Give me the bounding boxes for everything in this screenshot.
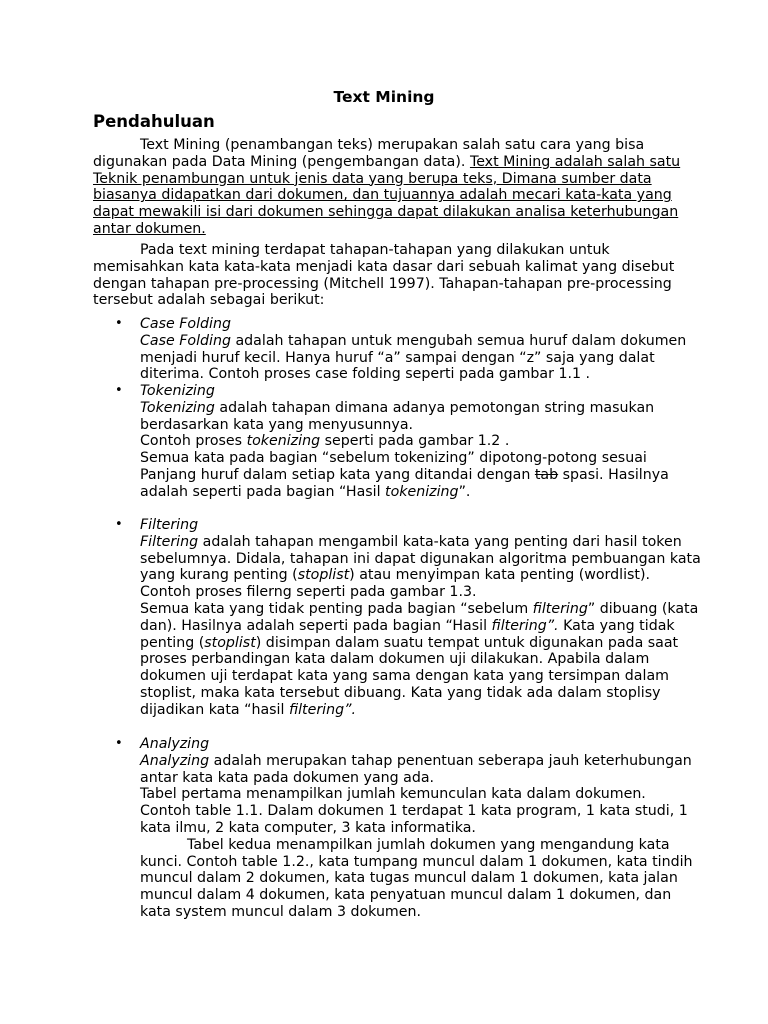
bullet-icon: • <box>115 517 123 532</box>
underlined-text-line: Teknik penambungan untuk jenis data yang berupa teks, Dimana sumber data <box>93 170 652 187</box>
text-line: Contoh table 1.1. Dalam dokumen 1 terdapat 1 kata program, 1 kata studi, 1 <box>140 803 688 820</box>
underlined-text-line: dapat mewakili isi dari dokumen sehingga dapat dilakukan analisa keterhubungan <box>93 204 679 221</box>
bullet-body <box>140 316 700 383</box>
text-span: ) disimpan dalam suatu tempat untuk digunakan pada saat <box>255 634 679 651</box>
text-span: adalah seperti pada bagian “Hasil <box>140 483 386 500</box>
text-line: kunci. Contoh table 1.2., kata tumpang muncul dalam 1 dokumen, kata tindih <box>140 853 693 870</box>
text-line: tersebut adalah sebagai berikut: <box>93 292 325 309</box>
text-line <box>140 400 700 417</box>
text-line <box>140 702 700 719</box>
text-line <box>140 467 700 484</box>
text-span: Contoh proses <box>140 433 247 450</box>
italic-term: tokenizing <box>385 483 459 500</box>
text-span: seperti pada gambar 1.2 . <box>320 433 510 450</box>
text-line <box>140 753 700 770</box>
italic-term: stoplist <box>204 634 256 651</box>
text-line: Semua kata pada bagian “sebelum tokenizing” dipotong-potong sesuai <box>140 450 647 467</box>
text-line: stoplist, maka kata tersebut dibuang. Kata yang tidak ada dalam stoplisy <box>140 684 661 701</box>
italic-term: Case Folding <box>140 332 231 349</box>
bullet-title: Case Folding <box>140 316 231 332</box>
strikethrough-text: tab <box>534 466 559 483</box>
text-line: proses perbandingan kata dalam dokumen uji dilakukan. Apabila dalam <box>140 651 650 668</box>
italic-term: Analyzing <box>140 752 210 769</box>
text-span: dijadikan kata “hasil <box>140 701 289 718</box>
text-span: Semua kata yang tidak penting pada bagian “sebelum <box>140 600 533 617</box>
text-line <box>140 534 700 551</box>
text-line <box>140 635 700 652</box>
bullet-body <box>140 517 700 719</box>
text-span: adalah tahapan untuk mengubah semua huruf dalam dokumen <box>230 332 687 349</box>
text-span: ”. <box>458 483 471 500</box>
italic-term: tokenizing <box>246 433 321 450</box>
text-line: muncul dalam 4 dokumen, kata penyatuan muncul dalam 1 dokumen, dan <box>140 887 672 904</box>
underlined-text-line: antar dokumen. <box>93 220 206 237</box>
text-line <box>140 333 700 350</box>
text-span: Kata yang tidak <box>558 617 675 634</box>
text-span: yang kurang penting ( <box>140 567 298 584</box>
text-span: dan). Hasilnya adalah seperti pada bagian “Hasil <box>140 617 492 634</box>
bullet-icon: • <box>115 736 123 751</box>
text-line: Pada text mining terdapat tahapan-tahapan yang dilakukan untuk <box>140 242 610 258</box>
bullet-title: Analyzing <box>140 736 210 752</box>
text-line: kata ilmu, 2 kata computer, 3 kata informatika. <box>140 819 476 836</box>
text-line: diterima. Contoh proses case folding seperti pada gambar 1.1 . <box>140 366 591 383</box>
intro-paragraph <box>93 137 683 238</box>
italic-term: Filtering <box>140 533 199 550</box>
text-line: berdasarkan kata yang menyusunnya. <box>140 416 414 433</box>
text-span: adalah merupakan tahap penentuan seberapa jauh keterhubungan <box>209 752 692 769</box>
text-line <box>140 601 700 618</box>
text-line: menjadi huruf kecil. Hanya huruf “a” sampai dengan “z” saja yang dalat <box>140 349 655 366</box>
text-line: muncul dalam 2 dokumen, kata tugas muncul dalam 1 dokumen, kata jalan <box>140 870 678 887</box>
italic-term: Tokenizing <box>140 399 215 416</box>
text-line: Tabel pertama menampilkan jumlah kemunculan kata dalam dokumen. <box>140 786 646 803</box>
text-line: dokumen uji terdapat kata yang sama dengan kata yang tersimpan dalam <box>140 668 669 685</box>
text-line: memisahkan kata kata-kata menjadi kata dasar dari sebuah kalimat yang disebut <box>93 258 675 275</box>
bullet-icon: • <box>115 383 123 398</box>
text-span: ” dibuang (kata <box>587 600 699 617</box>
bullet-body <box>140 736 700 921</box>
underlined-text-line: biasanya didapatkan dari dokumen, dan tujuannya adalah mecari kata-kata yang <box>93 187 672 204</box>
underlined-text: Text Mining adalah salah satu <box>469 153 681 170</box>
preprocessing-paragraph <box>93 242 683 309</box>
text-line <box>140 567 700 584</box>
text-line: sebelumnya. Didala, tahapan ini dapat digunakan algoritma pembuangan kata <box>140 550 701 567</box>
italic-term: filtering”. <box>288 701 356 718</box>
text-line: Tabel kedua menampilkan jumlah dokumen yang mengandung kata <box>187 836 670 853</box>
italic-term: stoplist <box>297 567 350 584</box>
bullet-icon: • <box>115 316 123 331</box>
text-span: adalah tahapan dimana adanya pemotongan string masukan <box>214 399 655 416</box>
text-span: spasi. Hasilnya <box>558 466 669 483</box>
text-line: kata system muncul dalam 3 dokumen. <box>140 903 421 920</box>
section-heading: Pendahuluan <box>93 112 215 131</box>
italic-term: filtering <box>532 600 588 617</box>
text-line: dengan tahapan pre-processing (Mitchell 1997). Tahapan-tahapan pre-processing <box>93 275 672 292</box>
text-line: antar kata kata pada dokumen yang ada. <box>140 769 435 786</box>
text-line <box>93 154 683 171</box>
text-line <box>140 618 700 635</box>
text-line: Contoh proses filerng seperti pada gambar 1.3. <box>140 584 477 601</box>
text-span: penting ( <box>140 634 205 651</box>
text-span: adalah tahapan mengambil kata-kata yang penting dari hasil token <box>198 533 682 550</box>
text-span: digunakan pada Data Mining (pengembangan data). <box>93 153 470 170</box>
bullet-body <box>140 383 700 501</box>
text-line <box>140 484 700 501</box>
text-line <box>140 433 700 450</box>
bullet-title: Filtering <box>140 517 199 533</box>
text-span: ) atau menyimpan kata penting (wordlist). <box>349 567 651 584</box>
bullet-title: Tokenizing <box>140 383 215 399</box>
italic-term: filtering”. <box>491 617 559 634</box>
page-title: Text Mining <box>333 88 435 106</box>
text-span: Panjang huruf dalam setiap kata yang ditandai dengan <box>140 466 535 483</box>
text-line: Text Mining (penambangan teks) merupakan salah satu cara yang bisa <box>140 137 645 153</box>
